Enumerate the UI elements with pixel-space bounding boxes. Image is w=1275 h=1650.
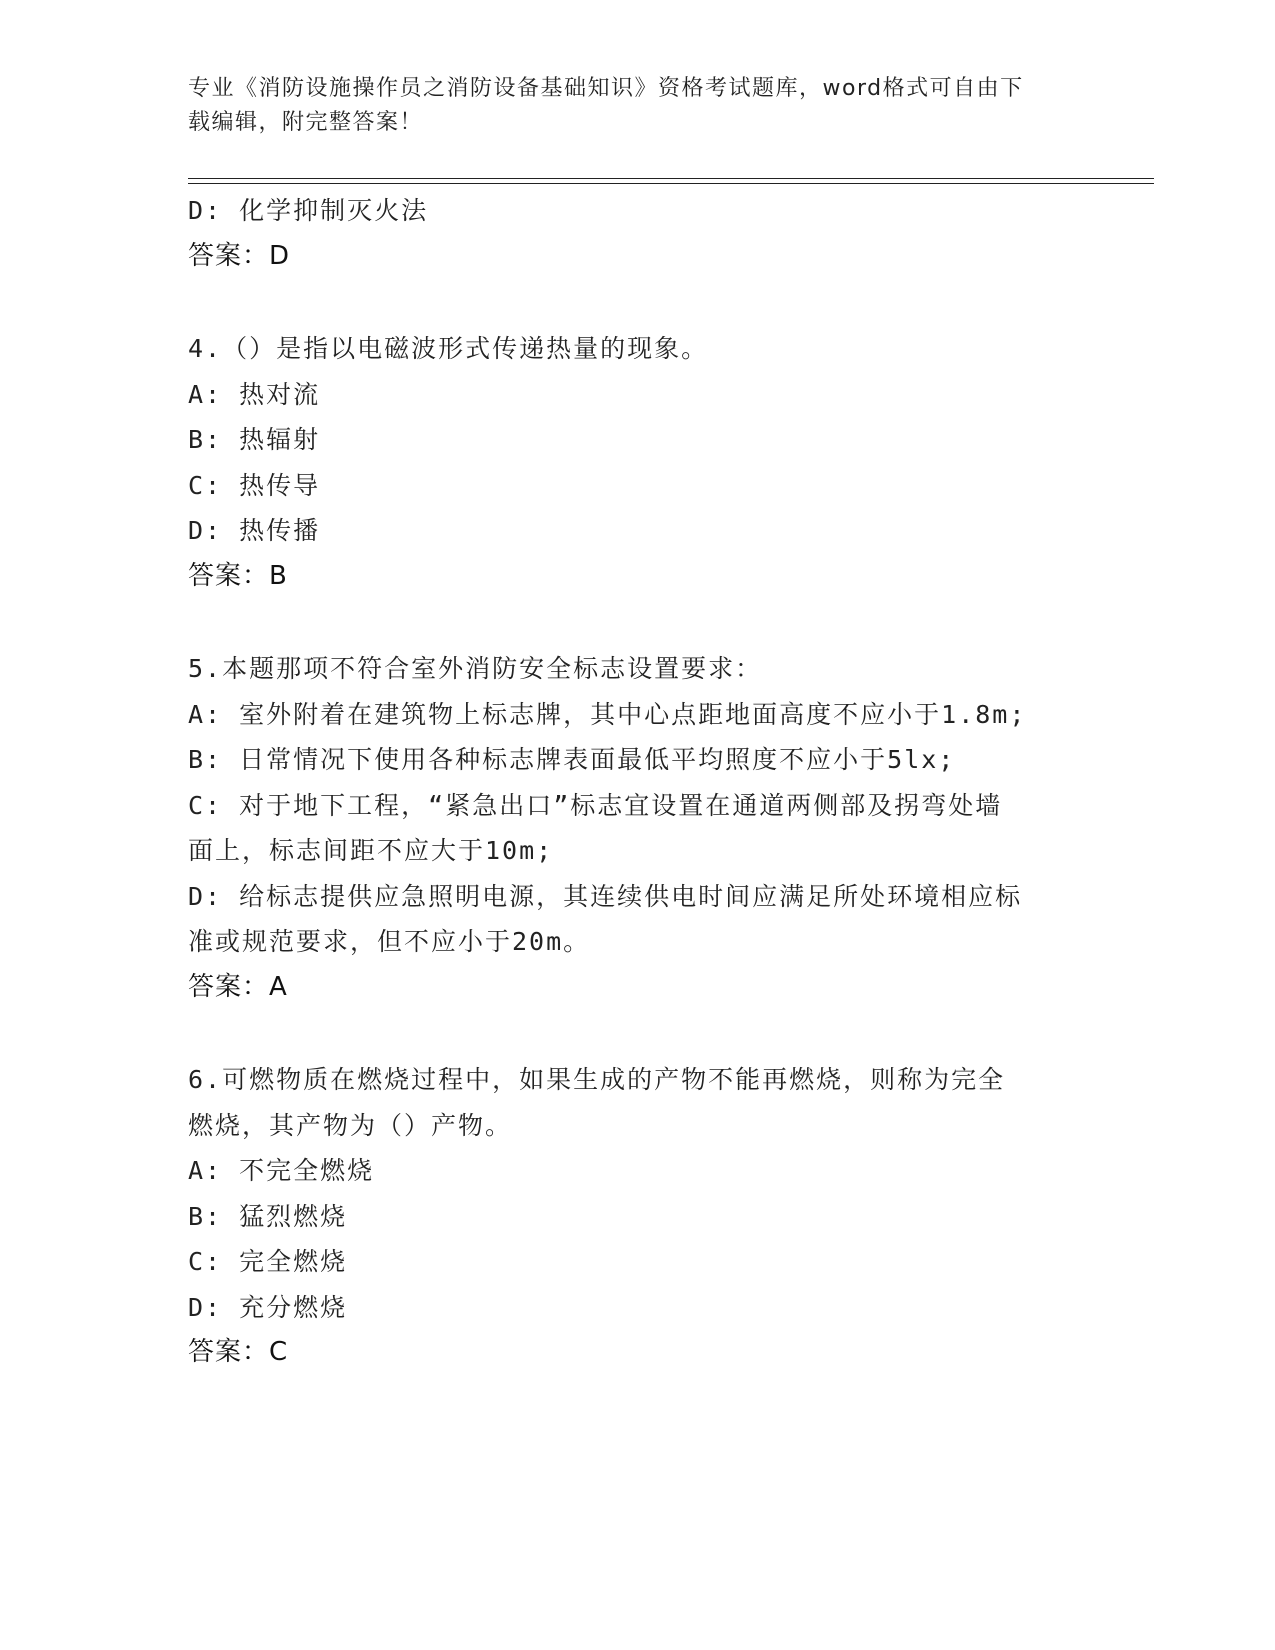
question-stem-line-2: 燃烧，其产物为（）产物。 — [188, 1110, 513, 1140]
header-line-1: 专业《消防设施操作员之消防设备基础知识》资格考试题库，word格式可自由下 — [188, 76, 1024, 101]
option-a: A: 热对流 — [188, 379, 321, 409]
option-a: A: 不完全燃烧 — [188, 1156, 375, 1185]
option-c: C: 完全燃烧 — [188, 1247, 348, 1276]
header-line-2: 载编辑，附完整答案！ — [188, 110, 424, 135]
question-stem: 4.（）是指以电磁波形式传递热量的现象。 — [188, 334, 709, 363]
answer-line: 答案：A — [188, 971, 288, 1002]
option-d-line-1: D: 给标志提供应急照明电源，其连续供电时间应满足所处环境相应标 — [188, 881, 1023, 911]
question-block-6 — [188, 1057, 1088, 1376]
question-block-4 — [188, 326, 1088, 599]
answer-line: 答案：B — [188, 560, 288, 591]
answer-line: 答案：D — [188, 240, 291, 271]
option-d: D: 热传播 — [188, 516, 321, 545]
option-c: C: 热传导 — [188, 470, 321, 500]
option-d-line-2: 准或规范要求，但不应小于20m。 — [188, 927, 591, 956]
block-spacer — [188, 599, 1088, 646]
answer-line: 答案：C — [188, 1337, 289, 1367]
header-divider-bottom — [188, 183, 1154, 184]
question-block-3-tail — [188, 188, 1088, 279]
option-b: B: 日常情况下使用各种标志牌表面最低平均照度不应小于5lx; — [188, 745, 956, 774]
header-divider-top — [188, 178, 1154, 179]
option-d: D: 化学抑制灭火法 — [188, 196, 429, 225]
option-d: D: 充分燃烧 — [188, 1292, 348, 1322]
block-spacer — [188, 279, 1088, 326]
option-c-line-2: 面上，标志间距不应大于10m; — [188, 836, 554, 865]
document-header — [188, 72, 1068, 140]
question-block-5 — [188, 646, 1088, 1010]
option-c-line-1: C: 对于地下工程，“紧急出口”标志宜设置在通道两侧部及拐弯处墙 — [188, 790, 1003, 820]
question-stem: 5.本题那项不符合室外消防安全标志设置要求： — [188, 654, 763, 683]
question-list — [188, 188, 1088, 1376]
question-stem-line-1: 6.可燃物质在燃烧过程中，如果生成的产物不能再燃烧，则称为完全 — [188, 1065, 1006, 1094]
block-spacer — [188, 1010, 1088, 1057]
option-b: B: 猛烈燃烧 — [188, 1201, 348, 1231]
option-b: B: 热辐射 — [188, 425, 321, 454]
option-a: A: 室外附着在建筑物上标志牌，其中心点距地面高度不应小于1.8m; — [188, 699, 1027, 729]
